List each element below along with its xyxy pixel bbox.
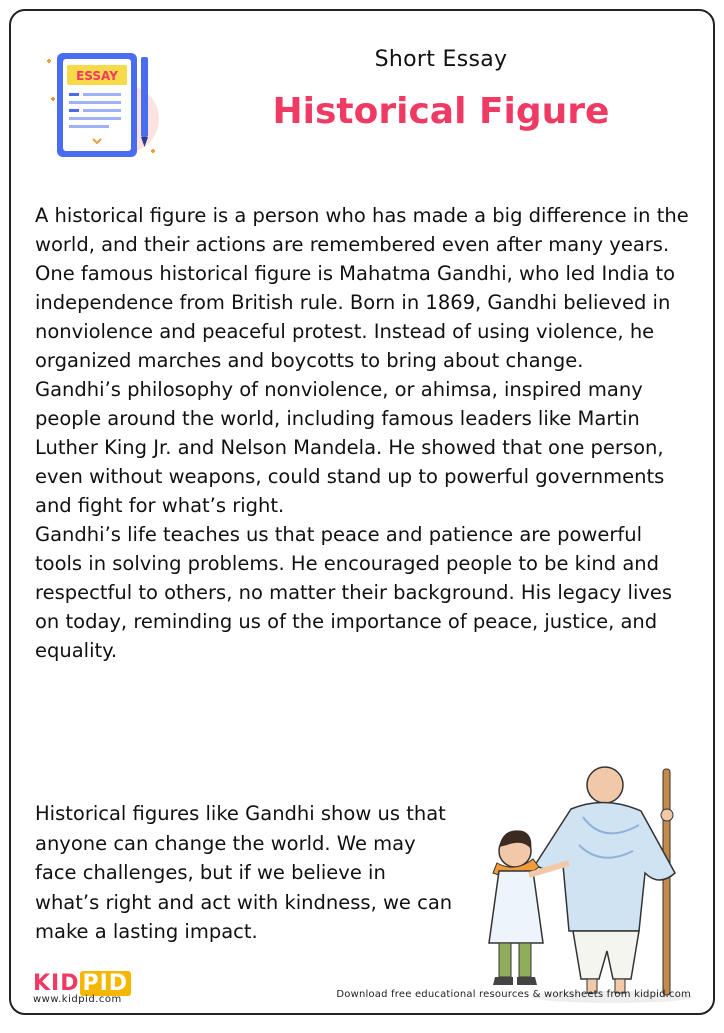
- worksheet-page: [9, 9, 715, 1015]
- essay-paragraph: Historical figures like Gandhi show us that anyone can change the world. We may face challenges, but if we believe in what’s right and act with kindness, we can make a lasting impact.: [35, 802, 453, 943]
- essay-document-icon: [37, 41, 163, 165]
- footer-download-note: Download free educational resources & worksheets from kidpid.com: [336, 989, 691, 1000]
- logo-url: www.kidpid.com: [33, 994, 122, 1005]
- gandhi-and-child-illustration: [463, 755, 703, 1005]
- essay-paragraph: A historical figure is a person who has made a big difference in the world, and their actions are remembered even after many years. One famous historical figure is Mahatma Gandhi, who led India to independence from British rule. Born in 1869, Gandhi believed in nonviolence and peaceful protest. Instead of using violence, he organized marches and boycotts to bring about change.: [35, 204, 689, 372]
- essay-paragraph: Gandhi’s philosophy of nonviolence, or ahimsa, inspired many people around the world, including famous leaders like Martin Luther King Jr. and Nelson Mandela. He showed that one person, even without weapons, could stand up to powerful governments and fight for what’s right.: [35, 378, 665, 517]
- essay-paragraph: Gandhi’s life teaches us that peace and patience are powerful tools in solving problems. He encouraged people to be kind and respectful to others, no matter their background. His legacy lives on today, reminding us of the importance of peace, justice, and equality.: [35, 523, 673, 662]
- essay-body: [35, 201, 691, 665]
- essay-icon-label: ESSAY: [76, 69, 118, 83]
- logo-pid-text: PID: [80, 971, 132, 996]
- page-title: Historical Figure: [272, 91, 610, 132]
- page-subtitle: Short Essay: [374, 47, 508, 72]
- logo-kid-text: KID: [33, 971, 80, 996]
- kidpid-logo: [33, 971, 153, 1007]
